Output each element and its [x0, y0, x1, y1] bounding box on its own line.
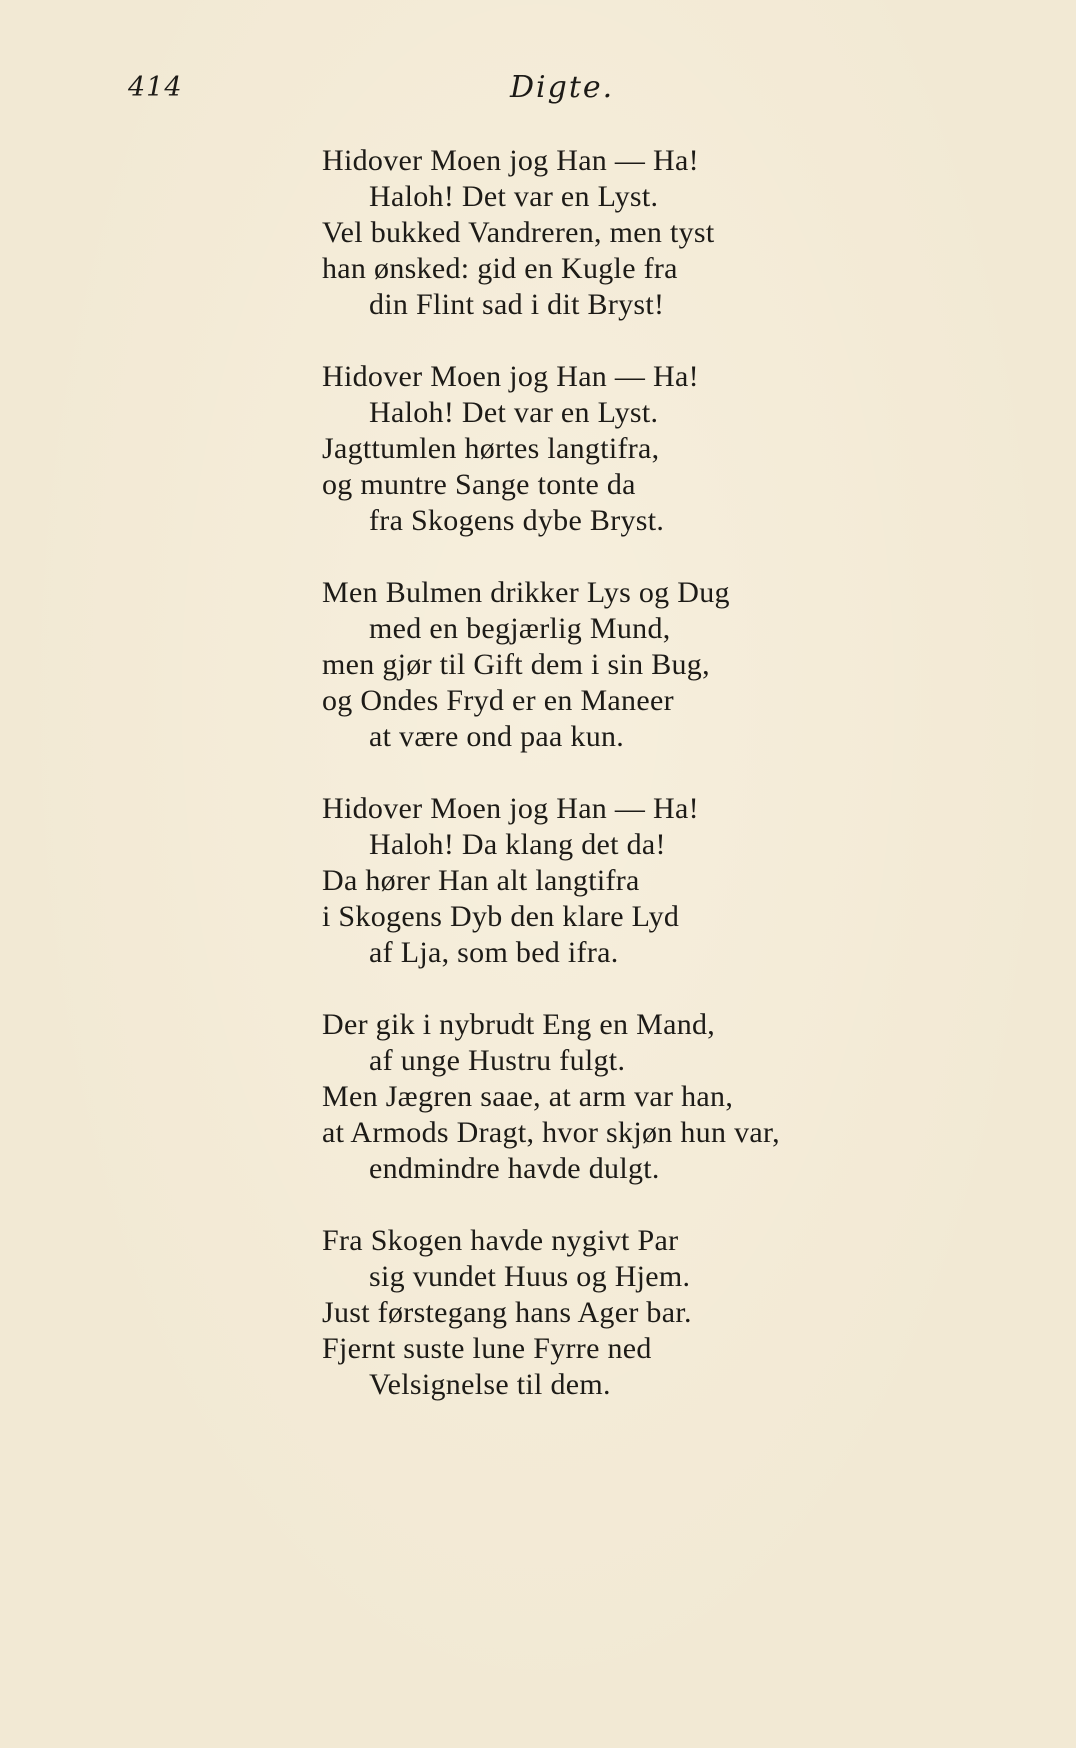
poem-line: Velsignelse til dem.	[369, 1368, 611, 1401]
poem-line: Haloh! Det var en Lyst.	[369, 180, 659, 213]
poem-line: med en begjærlig Mund,	[369, 612, 671, 645]
poem	[322, 143, 1022, 1403]
poem-line: at være ond paa kun.	[369, 720, 625, 753]
poem-line: Vel bukked Vandreren, men tyst	[322, 216, 715, 249]
stanza-6	[322, 1223, 1022, 1403]
poem-line: Fjernt suste lune Fyrre ned	[322, 1332, 652, 1365]
poem-line: Just førstegang hans Ager bar.	[322, 1296, 692, 1329]
poem-line: Men Jægren saae, at arm var han,	[322, 1080, 734, 1113]
poem-line: Der gik i nybrudt Eng en Mand,	[322, 1008, 716, 1041]
poem-line: i Skogens Dyb den klare Lyd	[322, 900, 680, 933]
poem-line: Hidover Moen jog Han — Ha!	[322, 144, 699, 177]
poem-line: din Flint sad i dit Bryst!	[369, 288, 665, 321]
poem-line: endmindre havde dulgt.	[369, 1152, 660, 1185]
poem-line: og Ondes Fryd er en Maneer	[322, 684, 674, 717]
poem-line: og muntre Sange tonte da	[322, 468, 636, 501]
poem-line: af Lja, som bed ifra.	[369, 936, 619, 969]
stanza-2	[322, 359, 1022, 539]
poem-line: han ønsked: gid en Kugle fra	[322, 252, 678, 285]
poem-line: men gjør til Gift dem i sin Bug,	[322, 648, 710, 681]
poem-line: Hidover Moen jog Han — Ha!	[322, 360, 699, 393]
poem-line: Jagttumlen hørtes langtifra,	[322, 432, 660, 465]
poem-line: Da hører Han alt langtifra	[322, 864, 640, 897]
stanza-4	[322, 791, 1022, 971]
poem-line: sig vundet Huus og Hjem.	[369, 1260, 691, 1293]
poem-line: at Armods Dragt, hvor skjøn hun var,	[322, 1116, 780, 1149]
stanza-1	[322, 143, 1022, 323]
poem-line: Haloh! Da klang det da!	[369, 828, 666, 861]
page-number: 414	[128, 72, 183, 103]
stanza-3	[322, 575, 1022, 755]
poem-line: Hidover Moen jog Han — Ha!	[322, 792, 699, 825]
poem-line: Men Bulmen drikker Lys og Dug	[322, 576, 730, 609]
poem-line: Fra Skogen havde nygivt Par	[322, 1224, 679, 1257]
poem-line: af unge Hustru fulgt.	[369, 1044, 626, 1077]
running-title: Digte.	[510, 70, 615, 105]
poem-line: fra Skogens dybe Bryst.	[369, 504, 665, 537]
stanza-5	[322, 1007, 1022, 1187]
poem-line: Haloh! Det var en Lyst.	[369, 396, 659, 429]
